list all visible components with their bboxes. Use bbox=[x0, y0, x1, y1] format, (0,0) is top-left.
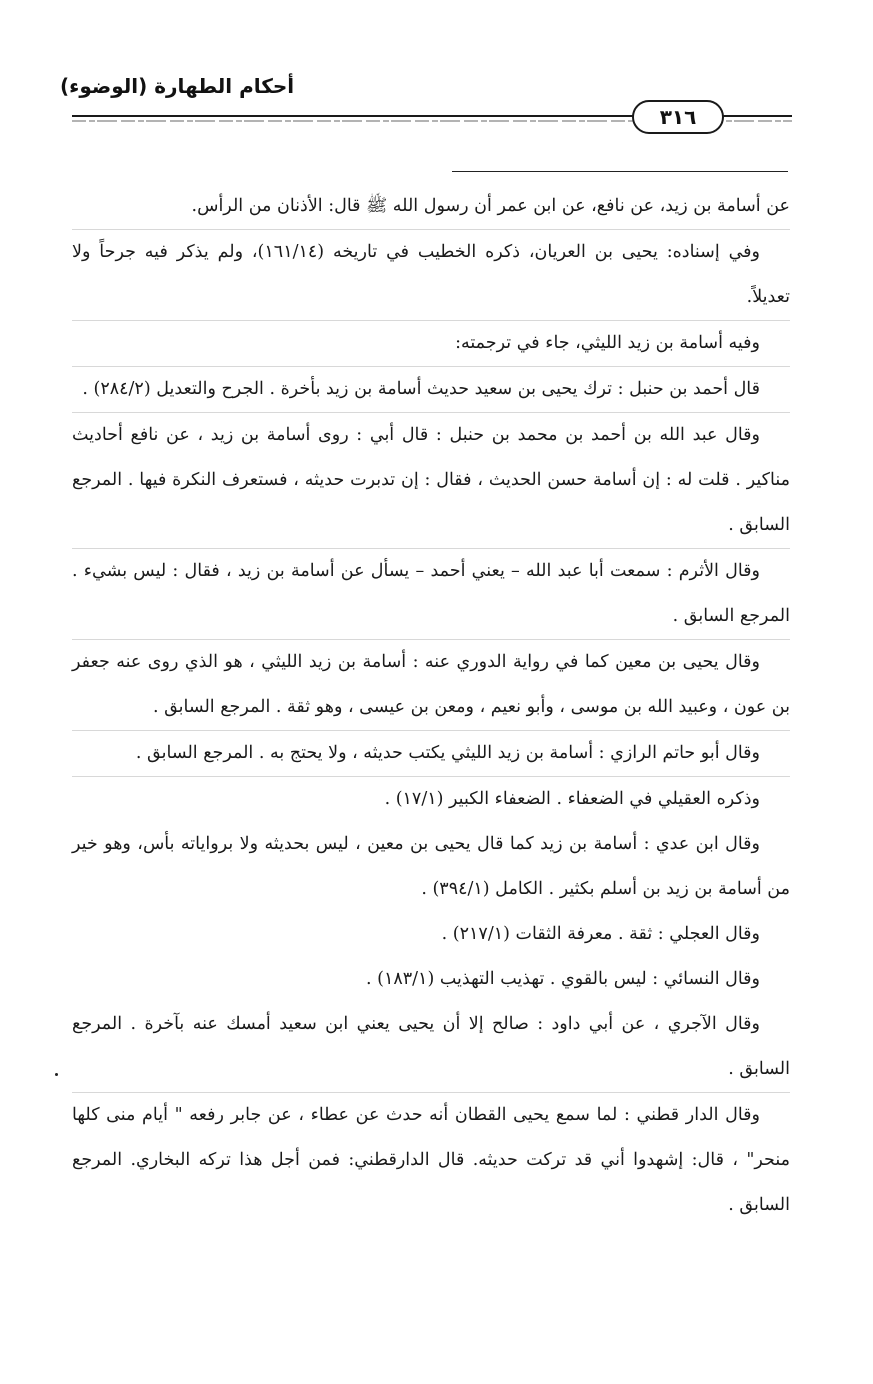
paragraph: وفي إسناده: يحيى بن العريان، ذكره الخطيب في تاريخه (١٦١/١٤)، ولم يذكر فيه جرحاً ولا تعديلاً. bbox=[72, 229, 790, 320]
paragraph: وقال الدار قطني : لما سمع يحيى القطان أنه حدث عن عطاء ، عن جابر رفعه " أيام منى كلها منحر" ، قال: إشهدوا أني قد تركت حديثه. قال الدارقطني: فمن أجل هذا تركه البخاري. المرجع السابق . bbox=[72, 1092, 790, 1228]
paragraph: وقال يحيى بن معين كما في رواية الدوري عنه : أسامة بن زيد الليثي ، هو الذي روى عنه جعفر بن عون ، وعبيد الله بن موسى ، وأبو نعيم ، ومعن بن عيسى ، وهو ثقة . المرجع السابق . bbox=[72, 639, 790, 730]
section-divider bbox=[452, 171, 788, 172]
scan-speck bbox=[55, 1073, 58, 1076]
paragraph: وقال ابن عدي : أسامة بن زيد كما قال يحيى بن معين ، ليس بحديثه ولا برواياته بأس، وهو خير من أسامة بن زيد بن أسلم بكثير . الكامل (٣٩٤/١) . bbox=[72, 834, 790, 899]
paragraph: قال أحمد بن حنبل : ترك يحيى بن سعيد حديث أسامة بن زيد بأخرة . الجرح والتعديل (٢٨٤/٢) . bbox=[72, 366, 790, 412]
body-text bbox=[72, 184, 790, 1228]
page-number-badge bbox=[632, 100, 724, 134]
running-header-title: أحكام الطهارة (الوضوء) bbox=[60, 74, 295, 98]
paragraph: وفيه أسامة بن زيد الليثي، جاء في ترجمته: bbox=[72, 320, 790, 366]
paragraph: وقال العجلي : ثقة . معرفة الثقات (٢١٧/١) . bbox=[441, 924, 760, 944]
paragraph: وقال الآجري ، عن أبي داود : صالح إلا أن يحيى يعني ابن سعيد أمسك عنه بآخرة . المرجع السابق . bbox=[72, 1014, 790, 1079]
paragraph: وقال الأثرم : سمعت أبا عبد الله – يعني أحمد – يسأل عن أسامة بن زيد ، فقال : ليس بشيء . المرجع السابق . bbox=[72, 548, 790, 639]
paragraph: وقال عبد الله بن أحمد بن محمد بن حنبل : قال أبي : روى أسامة بن زيد ، عن نافع أحاديث مناكير . قلت له : إن أسامة حسن الحديث ، فقال : إن تدبرت حديثه ، فستعرف النكرة فيها . المرجع السابق . bbox=[72, 412, 790, 548]
paragraph: وقال أبو حاتم الرازي : أسامة بن زيد الليثي يكتب حديثه ، ولا يحتج به . المرجع السابق . bbox=[72, 730, 790, 776]
paragraph: وقال النسائي : ليس بالقوي . تهذيب التهذيب (١٨٣/١) . bbox=[366, 969, 760, 989]
page-number: ٣١٦ bbox=[659, 105, 697, 129]
paragraph: عن أسامة بن زيد، عن نافع، عن ابن عمر أن رسول الله ﷺ قال: الأذنان من الرأس. bbox=[191, 196, 790, 216]
paragraph: وذكره العقيلي في الضعفاء . الضعفاء الكبير (١٧/١) . bbox=[72, 776, 790, 822]
